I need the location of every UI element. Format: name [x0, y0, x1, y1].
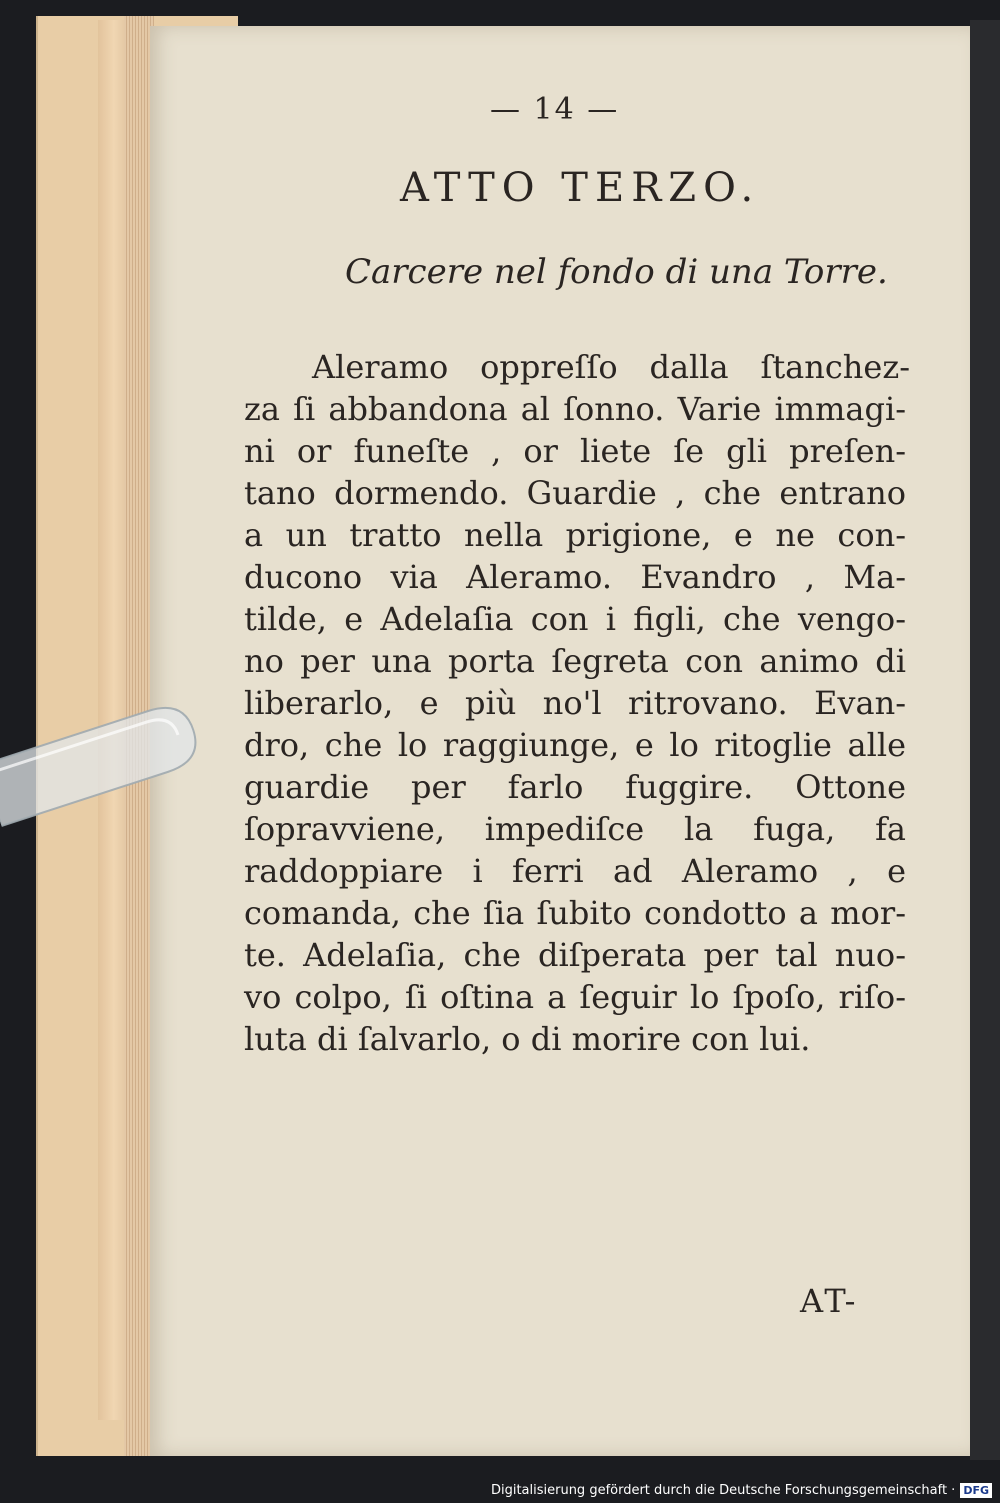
act-heading: ATTO TERZO. — [400, 165, 761, 211]
body-line: za ſi abbandona al ſonno. Varie immagi- — [244, 390, 906, 428]
page-number: — 14 — — [490, 92, 620, 127]
body-line: tano dormendo. Guardie , che entrano — [244, 474, 906, 512]
body-line: liberarlo, e più no'l ritrovano. Evan- — [244, 684, 906, 722]
body-line: Aleramo oppreſſo dalla ſtanchez- — [312, 348, 910, 386]
digitization-credit — [491, 1479, 992, 1501]
body-line: te. Adelaſia, che diſperata per tal nuo- — [244, 936, 906, 974]
scan-background-edge — [970, 20, 1000, 1460]
dfg-logo: DFG — [960, 1483, 992, 1498]
body-line: a un tratto nella prigione, e ne con- — [244, 516, 906, 554]
body-line: tilde, e Adelaſia con i figli, che vengo- — [244, 600, 906, 638]
body-line: ni or funeſte , or liete ſe gli preſen- — [244, 432, 906, 470]
body-line: vo colpo, ſi oſtina a ſeguir lo ſpoſo, riſo- — [244, 978, 906, 1016]
body-line: ſopravviene, impediſce la fuga, fa — [244, 810, 906, 848]
body-line: no per una porta ſegreta con animo di — [244, 642, 906, 680]
credit-text: Digitalisierung gefördert durch die Deutsche Forschungsgemeinschaft · — [490, 1482, 956, 1498]
body-line: guardie per farlo fuggire. Ottone — [244, 768, 906, 806]
catchword: AT- — [800, 1282, 859, 1320]
body-line: luta di ſalvarlo, o di morire con lui. — [244, 1020, 811, 1058]
body-line: ducono via Aleramo. Evandro , Ma- — [244, 558, 906, 596]
body-line: dro, che lo raggiunge, e lo ritoglie alle — [244, 726, 906, 764]
scene-subtitle: Carcere nel fondo di una Torre. — [345, 252, 888, 292]
body-line: raddoppiare i ferri ad Aleramo , e — [244, 852, 906, 890]
body-line: comanda, che ſia ſubito condotto a mor- — [244, 894, 906, 932]
